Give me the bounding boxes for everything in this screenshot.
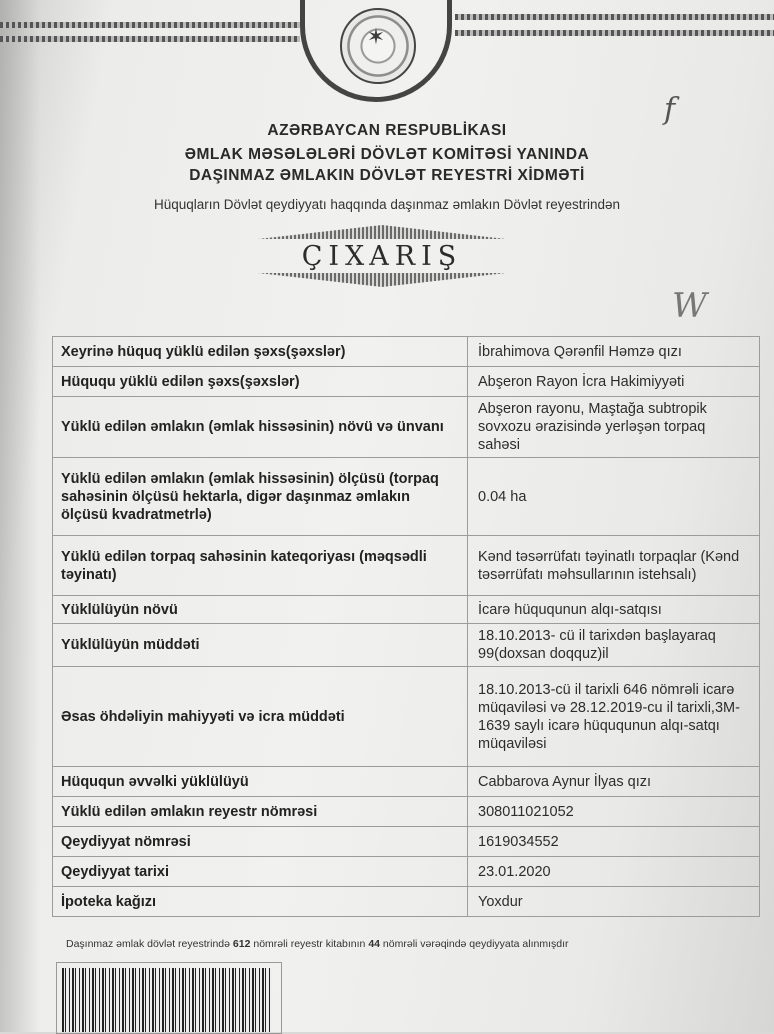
title-band	[258, 225, 506, 287]
row-label: Hüququ yüklü edilən şəxs(şəxslər)	[53, 367, 468, 397]
registry-book-number: 612	[232, 938, 251, 950]
title-ornament-top	[258, 225, 506, 239]
row-label: Yüklü edilən əmlakın (əmlak hissəsinin) ölçüsü (torpaq sahəsinin ölçüsü hektarla, digər daşınmaz əmlakın ölçüsü kvadratmetrlə)	[53, 458, 468, 536]
header-line-1: AZƏRBAYCAN RESPUBLİKASI	[267, 122, 507, 139]
row-value: İcarə hüququnun alqı-satqısı	[468, 596, 760, 624]
barcode	[62, 968, 272, 1032]
row-label: Yüklü edilən torpaq sahəsinin kateqoriyası (məqsədli təyinatı)	[53, 536, 468, 596]
table-row	[53, 397, 760, 458]
row-label: Yüklü edilən əmlakın reyestr nömrəsi	[53, 797, 468, 827]
row-label: Yüklü edilən əmlakın (əmlak hissəsinin) növü və ünvanı	[53, 397, 468, 458]
row-value: 18.10.2013-cü il tarixli 646 nömrəli icarə müqaviləsi və 28.12.2019-cu il tarixli,3M-1639 saylı icarə hüququnun alqı-satqı müqaviləsi	[468, 667, 760, 767]
row-value: Yoxdur	[468, 887, 760, 917]
row-value: Cabbarova Aynur İlyas qızı	[468, 767, 760, 797]
table-row	[53, 536, 760, 596]
ornament-bar-left-2	[0, 36, 300, 42]
registry-note-part1: Daşınmaz əmlak dövlət reyestrində	[66, 938, 233, 950]
row-value: İbrahimova Qərənfil Həmzə qızı	[468, 337, 760, 367]
ornament-bar-left	[0, 22, 300, 28]
table-row	[53, 797, 760, 827]
row-value: 0.04 ha	[468, 458, 760, 536]
registry-table	[52, 336, 760, 917]
table-row	[53, 458, 760, 536]
registry-note	[66, 938, 726, 950]
row-label: Xeyrinə hüquq yüklü edilən şəxs(şəxslər)	[53, 337, 468, 367]
row-label: İpoteka kağızı	[53, 887, 468, 917]
header-line-2: ƏMLAK MƏSƏLƏLƏRİ DÖVLƏT KOMİTƏSİ YANINDA	[184, 146, 590, 163]
row-value: 23.01.2020	[468, 857, 760, 887]
row-label: Qeydiyyat nömrəsi	[53, 827, 468, 857]
ornament-bar-right	[455, 14, 774, 20]
table-row	[53, 887, 760, 917]
table-row	[53, 827, 760, 857]
row-value: 18.10.2013- cü il tarixdən başlayaraq 99(doxsan doqquz)il	[468, 624, 760, 667]
registry-note-part2: nömrəli reyestr kitabının	[250, 938, 369, 950]
table-row	[53, 857, 760, 887]
row-label: Əsas öhdəliyin mahiyyəti və icra müddəti	[53, 667, 468, 767]
emblem-star-icon: ✶	[366, 24, 386, 49]
document-title: ÇIXARIŞ	[301, 241, 463, 272]
table-row	[53, 624, 760, 667]
row-label: Yüklülüyün növü	[53, 596, 468, 624]
title-ornament-bottom	[258, 273, 506, 287]
row-value: 1619034552	[468, 827, 760, 857]
table-row	[53, 767, 760, 797]
row-label: Yüklülüyün müddəti	[53, 624, 468, 667]
row-value: Kənd təsərrüfatı təyinatlı torpaqlar (Kənd təsərrüfatı məhsullarının istehsalı)	[468, 536, 760, 596]
row-value: 308011021052	[468, 797, 760, 827]
row-label: Qeydiyyat tarixi	[53, 857, 468, 887]
row-value: Abşeron rayonu, Maştağa subtropik sovxozu ərazisində yerləşən torpaq sahəsi	[468, 397, 760, 458]
ornament-bar-right-2	[455, 30, 774, 36]
registry-page-number: 44	[368, 938, 381, 950]
table-row	[53, 667, 760, 767]
header-subtitle: Hüquqların Dövlət qeydiyyatı haqqında daşınmaz əmlakın Dövlət reyestrindən	[153, 197, 620, 212]
row-value: Abşeron Rayon İcra Hakimiyyəti	[468, 367, 760, 397]
table-row	[53, 337, 760, 367]
table-row	[53, 367, 760, 397]
handwritten-mark-top: f	[664, 92, 676, 127]
table-row	[53, 596, 760, 624]
handwritten-mark-middle: W	[672, 286, 707, 326]
row-label: Hüququn əvvəlki yüklülüyü	[53, 767, 468, 797]
registry-note-part3: nömrəli vərəqində qeydiyyata alınmışdır	[380, 938, 569, 950]
header-line-3: DAŞINMAZ ƏMLAKIN DÖVLƏT REYESTRİ XİDMƏTİ	[189, 167, 585, 184]
